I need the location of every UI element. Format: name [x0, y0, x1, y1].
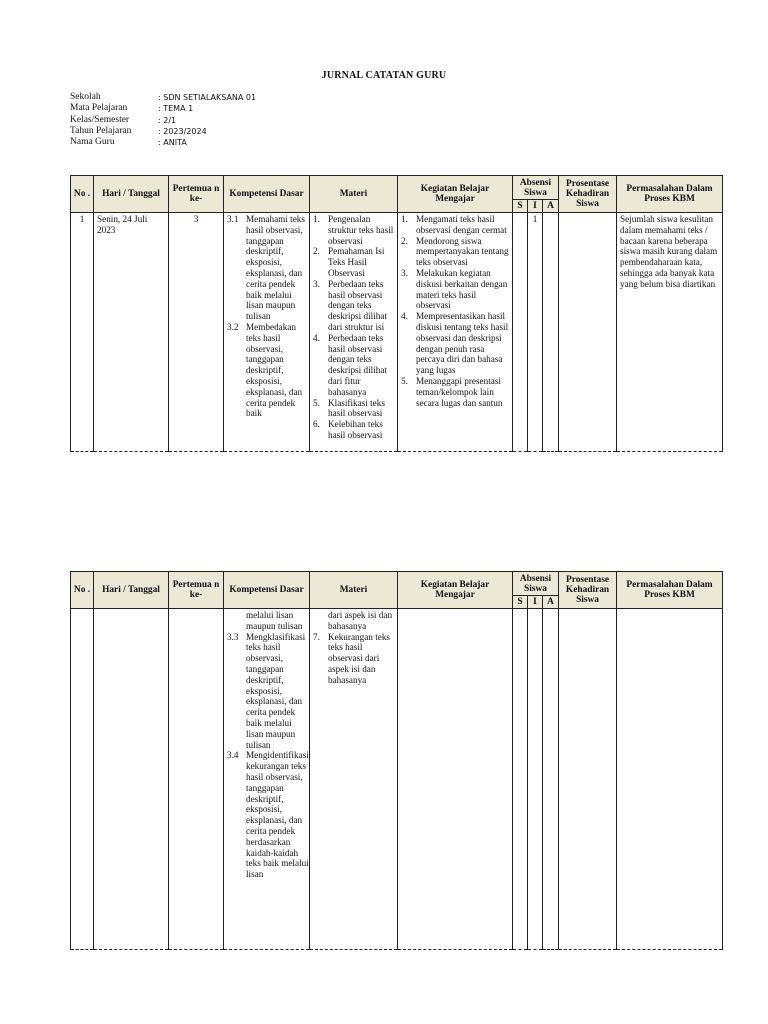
item-number: 3.4 [227, 750, 239, 761]
header-kompetensi-dasar: Kompetensi Dasar [224, 572, 310, 609]
item-number: 5. [401, 375, 408, 386]
info-row-mata-pelajaran [70, 103, 256, 114]
item-text: Pengenalan struktur teks hasil observasi [328, 214, 394, 246]
cell-absensi-s [513, 609, 528, 950]
header-kegiatan: Kegiatan Belajar Mengajar [398, 176, 513, 213]
header-absensi-s: S [513, 200, 528, 213]
cell-kompetensi-dasar [224, 213, 310, 452]
cell-kegiatan [398, 213, 513, 452]
header-materi: Materi [310, 572, 398, 609]
info-value: : ANITA [158, 138, 187, 148]
header-materi: Materi [310, 176, 398, 213]
list-item [227, 322, 306, 419]
table-row [71, 213, 723, 452]
info-row-kelas-semester [70, 115, 256, 126]
item-number: 3.1 [227, 214, 239, 224]
header-absensi: Absensi Siswa [513, 176, 559, 200]
header-pertemuan: Pertemua n ke- [169, 176, 224, 213]
item-text: Klasifikasi teks hasil observasi [328, 397, 385, 419]
item-number: 1. [313, 214, 320, 224]
list-item [227, 214, 306, 322]
info-label: Nama Guru [70, 137, 115, 148]
cell-hari-tanggal [94, 609, 169, 950]
item-number: 2. [313, 246, 320, 257]
cell-absensi-a [543, 213, 559, 452]
header-absensi-a: A [543, 200, 559, 213]
list-item [401, 268, 509, 311]
table-row [71, 609, 723, 950]
cell-permasalahan: Sejumlah siswa kesulitan dalam memahami teks / bacaan karena beberapa siswa masih kurang dalam pembendaharaan kata, sehingga ada banyak kata yang belum bisa diartikan [617, 213, 723, 452]
list-item [401, 376, 509, 408]
cell-kegiatan [398, 609, 513, 950]
item-number: 3. [313, 278, 320, 289]
cell-absensi-i: 1 [528, 213, 543, 452]
cell-absensi-s [513, 213, 528, 452]
item-text: Mempresentasikan hasil diskusi tentang teks hasil observasi dan deskripsi dengan penuh rasa percaya diri dan bahasa yang lugas [416, 311, 509, 376]
item-text: Menanggapi presentasi teman/kelompok lain secara lugas dan santun [416, 375, 503, 408]
item-number: 3.2 [227, 321, 239, 332]
cell-prosentase [559, 609, 617, 950]
info-label: Tahun Pelajaran [70, 125, 132, 136]
header-absensi-i: I [528, 200, 543, 213]
item-number: 1. [401, 214, 408, 224]
list-item [313, 632, 394, 686]
item-text: Perbedaan teks hasil observasi dengan teks deskripsi dilihat dari fitur bahasanya [328, 332, 387, 397]
item-text: Melakukan kegiatan diskusi berkaitan dengan materi teks hasil observasi [416, 267, 508, 311]
item-text: Kelebihan teks hasil observasi [328, 419, 383, 440]
header-prosentase: Prosentase Kehadiran Siswa [559, 176, 617, 213]
item-text: Mengklasifikasi teks hasil observasi, tanggapan deskriptif, eksposisi, eksplanasi, dan cerita pendek baik melalui lisan maupun tulisan [246, 631, 306, 750]
header-permasalahan: Permasalahan Dalam Proses KBM [617, 176, 723, 213]
header-kompetensi-dasar: Kompetensi Dasar [224, 176, 310, 213]
cell-pertemuan [169, 609, 224, 950]
info-label: Mata Pelajaran [70, 103, 128, 114]
header-hari-tanggal: Hari / Tanggal [94, 176, 169, 213]
header-kegiatan: Kegiatan Belajar Mengajar [398, 572, 513, 609]
cell-hari-tanggal: Senin, 24 Juli 2023 [94, 213, 169, 452]
header-absensi-i: I [528, 596, 543, 609]
item-text: Memahami teks hasil observasi, tanggapan deskriptif, eksposisi, eksplanasi, dan cerita pendek baik melalui lisan maupun tulisan [246, 214, 305, 322]
list-item [313, 398, 394, 420]
cell-pertemuan: 3 [169, 213, 224, 452]
document-info [70, 92, 256, 148]
list-item [313, 419, 394, 441]
list-item [313, 333, 394, 398]
list-item [227, 750, 309, 880]
info-value: : TEMA 1 [158, 104, 194, 114]
header-pertemuan: Pertemua n ke- [169, 572, 224, 609]
list-item [401, 311, 509, 376]
item-text: Membedakan teks hasil observasi, tanggapan deskriptif, eksposisi, eksplanasi, dan cerita pendek baik [246, 321, 303, 419]
header-no: No . [71, 572, 94, 609]
item-text: Mengidentifikasi kekurangan teks hasil observasi, tanggapan deskriptif, eksposisi, eksplanasi, dan cerita pendek berdasarkan kaidah-kaidah teks baik melalui lisan [246, 750, 309, 880]
header-permasalahan: Permasalahan Dalam Proses KBM [617, 572, 723, 609]
item-text: Kekurangan teks teks hasil observasi dari aspek isi dan bahasanya [328, 631, 390, 685]
list-item [227, 632, 306, 751]
info-label: Sekolah [70, 92, 101, 102]
cell-absensi-a [543, 609, 559, 950]
info-value: : 2/1 [158, 115, 177, 125]
header-hari-tanggal: Hari / Tanggal [94, 572, 169, 609]
header-prosentase: Prosentase Kehadiran Siswa [559, 572, 617, 609]
header-absensi: Absensi Siswa [513, 572, 559, 596]
item-number: 4. [313, 332, 320, 343]
journal-table-page-2 [70, 571, 723, 950]
info-row-tahun-pelajaran [70, 126, 256, 137]
header-absensi-a: A [543, 596, 559, 609]
cell-absensi-i [528, 609, 543, 950]
cell-kompetensi-dasar [224, 609, 310, 950]
item-text: Mendorong siswa mempertanyakan tentang teks observasi [416, 235, 509, 268]
item-number: 5. [313, 397, 320, 408]
item-number: 3.3 [227, 631, 239, 642]
info-value: : 2023/2024 [158, 126, 207, 136]
info-row-sekolah [70, 92, 256, 103]
info-label: Kelas/Semester [70, 114, 130, 125]
item-number: 2. [401, 235, 408, 246]
continued-text: melalui lisan maupun tulisan [246, 610, 303, 631]
header-no: No . [71, 176, 94, 213]
item-text: Mengamati teks hasil observasi dengan cermat [416, 214, 507, 235]
info-value: : SDN SETIALAKSANA 01 [158, 93, 257, 102]
item-number: 7. [313, 631, 320, 642]
journal-table-page-1 [70, 175, 723, 452]
page-title: JURNAL CATATAN GURU [321, 70, 447, 81]
list-item [313, 246, 394, 278]
list-item [401, 236, 509, 268]
cell-materi [310, 609, 398, 950]
continued-text: dari aspek isi dan bahasanya [328, 610, 393, 631]
list-item [401, 214, 509, 236]
list-item [313, 279, 394, 333]
item-number: 3. [401, 267, 408, 278]
item-text: Perbedaan teks hasil observasi dengan teks deskripsi dilihat dari struktur isi [328, 278, 387, 332]
cell-no: 1 [71, 213, 94, 452]
info-row-nama-guru [70, 137, 256, 148]
header-absensi-s: S [513, 596, 528, 609]
cell-materi [310, 213, 398, 452]
cell-no [71, 609, 94, 950]
item-number: 6. [313, 419, 320, 430]
cell-prosentase [559, 213, 617, 452]
list-item [313, 214, 394, 246]
item-number: 4. [401, 311, 408, 322]
item-text: Pemahaman Isi Teks Hasil Observasi [328, 246, 385, 278]
cell-permasalahan [617, 609, 723, 950]
